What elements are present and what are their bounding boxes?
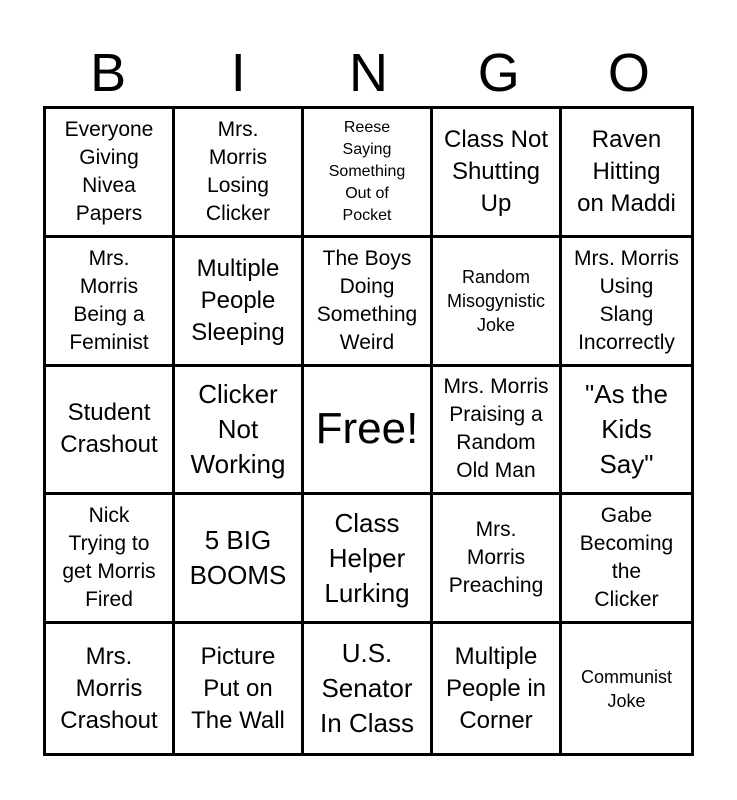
bingo-cell[interactable] (175, 109, 304, 238)
bingo-cell[interactable] (46, 238, 175, 367)
cell-text: Multiple People in Corner (445, 642, 547, 734)
bingo-cell[interactable] (46, 109, 175, 238)
cell-text: "As the Kids Say" (585, 378, 668, 479)
cell-text: Nick Trying to get Morris Fired (62, 504, 156, 612)
bingo-cell[interactable] (304, 624, 433, 753)
cell-text: Mrs. Morris Losing Clicker (205, 117, 271, 225)
bingo-cell[interactable] (175, 495, 304, 624)
cell-text: Mrs. Morris Using Slang Incorrectly (574, 246, 679, 354)
cell-text: Clicker Not Working (190, 378, 286, 479)
bingo-cell[interactable] (304, 238, 433, 367)
cell-text: Raven Hitting on Maddi (577, 125, 676, 217)
bingo-cell[interactable] (304, 109, 433, 238)
bingo-cell[interactable] (175, 367, 304, 496)
header-letter-b: B (90, 43, 127, 103)
cell-text: Everyone Giving Nivea Papers (64, 117, 154, 225)
bingo-cell[interactable] (433, 367, 562, 496)
header-letter-n: N (348, 43, 388, 103)
cell-text: Multiple People Sleeping (191, 254, 285, 346)
bingo-cell[interactable] (175, 624, 304, 753)
bingo-cell[interactable] (562, 624, 691, 753)
free-space-text: Free! (315, 404, 419, 454)
header-letter-o: O (607, 43, 650, 103)
cell-text: Communist Joke (580, 666, 673, 711)
header-letter-g: G (477, 43, 520, 103)
cell-text: Random Misogynistic Joke (446, 266, 546, 335)
cell-text: Mrs. Morris Preaching (448, 518, 544, 598)
bingo-board (43, 106, 694, 756)
bingo-cell[interactable] (433, 238, 562, 367)
bingo-cell[interactable] (175, 238, 304, 367)
cell-text: U.S. Senator In Class (320, 638, 414, 739)
header-letter-i: I (230, 43, 246, 103)
cell-text: Class Helper Lurking (324, 507, 410, 608)
bingo-cell[interactable] (562, 238, 691, 367)
bingo-cell[interactable] (304, 495, 433, 624)
cell-text: Mrs. Morris Praising a Random Old Man (443, 375, 549, 483)
cell-text: Gabe Becoming the Clicker (579, 504, 674, 612)
cell-text: The Boys Doing Something Weird (316, 246, 418, 354)
bingo-cell[interactable] (433, 495, 562, 624)
cell-text: Mrs. Morris Being a Feminist (69, 246, 149, 354)
cell-text: Reese Saying Something Out of Pocket (328, 118, 406, 224)
cell-text: Student Crashout (60, 399, 158, 459)
bingo-cell[interactable] (46, 495, 175, 624)
bingo-header (43, 40, 694, 106)
bingo-cell[interactable] (433, 109, 562, 238)
cell-text: 5 BIG BOOMS (189, 525, 287, 591)
bingo-cell[interactable] (562, 367, 691, 496)
bingo-cell[interactable] (46, 624, 175, 753)
free-space[interactable] (304, 367, 433, 496)
bingo-cell[interactable] (562, 109, 691, 238)
bingo-cell[interactable] (46, 367, 175, 496)
cell-text: Picture Put on The Wall (191, 642, 285, 734)
bingo-cell[interactable] (433, 624, 562, 753)
cell-text: Class Not Shutting Up (443, 125, 549, 217)
bingo-cell[interactable] (562, 495, 691, 624)
cell-text: Mrs. Morris Crashout (60, 642, 158, 734)
